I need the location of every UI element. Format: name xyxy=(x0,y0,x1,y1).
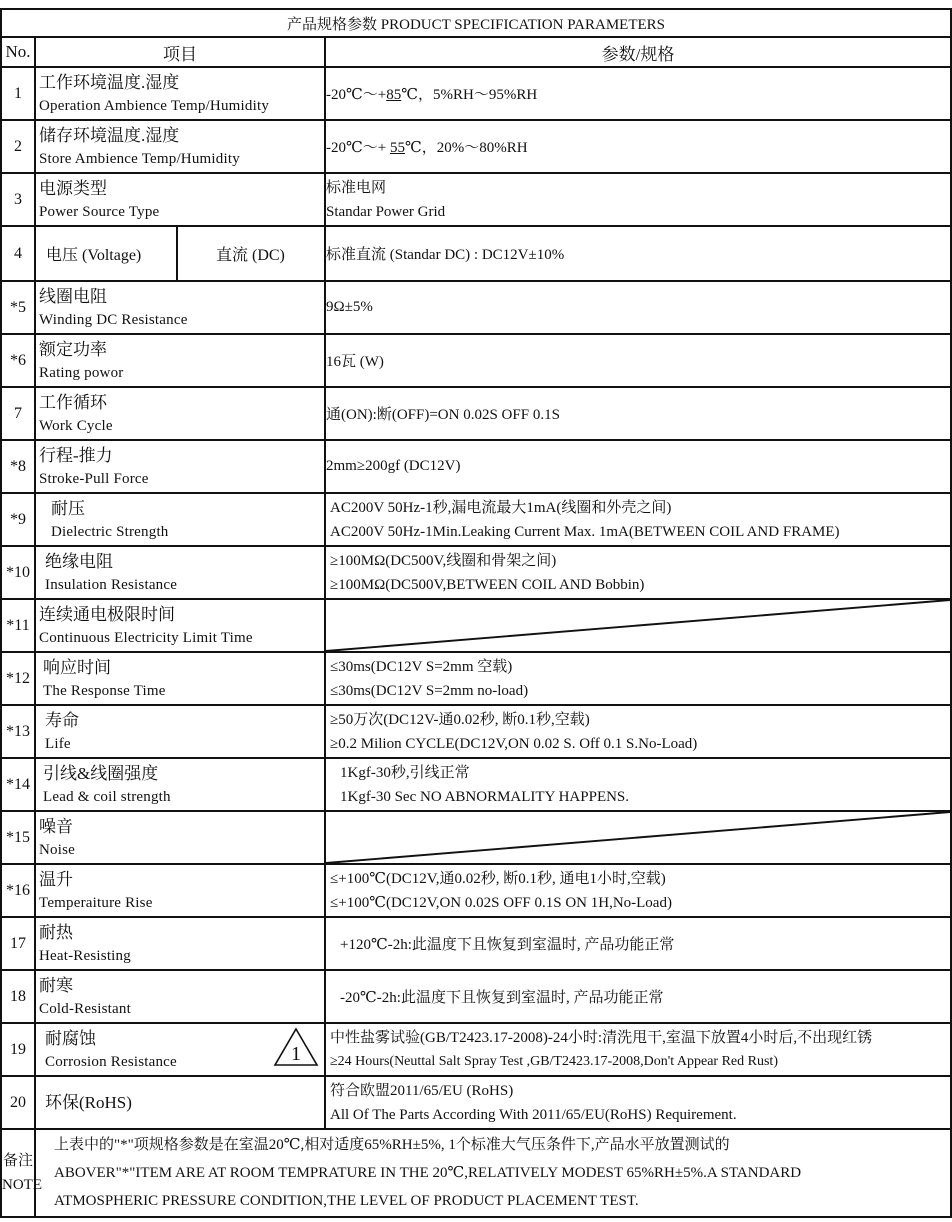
table-row xyxy=(1,705,951,758)
row-item xyxy=(35,599,325,652)
row-no: *9 xyxy=(1,493,35,546)
row-value xyxy=(325,120,951,173)
table-row xyxy=(1,970,951,1023)
row-item xyxy=(35,387,325,440)
row-no: *10 xyxy=(1,546,35,599)
row-no: *16 xyxy=(1,864,35,917)
value-line-1: AC200V 50Hz-1秒,漏电流最大1mA(线圈和外壳之间) xyxy=(330,499,672,516)
spec-sheet xyxy=(0,8,950,1218)
item-zh: 行程-推力 xyxy=(39,445,113,465)
header-item: 项目 xyxy=(35,37,325,67)
table-title: 产品规格参数 PRODUCT SPECIFICATION PARAMETERS xyxy=(1,9,951,37)
row-no: 17 xyxy=(1,917,35,970)
item-en: Operation Ambience Temp/Humidity xyxy=(39,97,270,114)
item-en: Lead & coil strength xyxy=(43,788,171,805)
table-row xyxy=(1,440,951,493)
spec-table xyxy=(0,8,952,1218)
item-en: Insulation Resistance xyxy=(45,576,178,593)
value-line-2: ≤30ms(DC12V S=2mm no-load) xyxy=(330,682,529,699)
table-row xyxy=(1,546,951,599)
note-label-zh: 备注 xyxy=(2,1153,33,1169)
item-zh: 储存环境温度.湿度 xyxy=(39,125,180,145)
note-label-en: NOTE xyxy=(2,1177,42,1193)
item-zh: 噪音 xyxy=(39,816,73,836)
table-row xyxy=(1,1023,951,1076)
row-no: 18 xyxy=(1,970,35,1023)
value-line-1: ≤30ms(DC12V S=2mm 空载) xyxy=(330,658,513,675)
note-text xyxy=(35,1129,951,1217)
row-no: *15 xyxy=(1,811,35,864)
header-param: 参数/规格 xyxy=(325,37,951,67)
row-value: 通(ON):断(OFF)=ON 0.02S OFF 0.1S xyxy=(325,387,951,440)
row-value: -20℃-2h:此温度下且恢复到室温时, 产品功能正常 xyxy=(325,970,951,1023)
row-no: 19 xyxy=(1,1023,35,1076)
row-value xyxy=(325,1023,951,1076)
item-en: Life xyxy=(45,735,71,752)
table-row xyxy=(1,1076,951,1129)
item-zh: 温升 xyxy=(39,869,73,889)
item-zh: 耐压 xyxy=(51,498,85,518)
row-item xyxy=(35,67,325,120)
value-line-2: All Of The Parts According With 2011/65/EU(RoHS) Requirement. xyxy=(330,1106,737,1123)
row-item xyxy=(35,440,325,493)
table-row xyxy=(1,599,951,652)
value-part: ℃，5%RH～95%RH xyxy=(401,87,538,103)
value-line-2: ≥0.2 Milion CYCLE(DC12V,ON 0.02 S. Off 0.1 S.No-Load) xyxy=(330,735,698,752)
row-no: 1 xyxy=(1,67,35,120)
note-line-1: 上表中的"*"项规格参数是在室温20℃,相对适度65%RH±5%, 1个标准大气压条件下,产品水平放置测试的 xyxy=(54,1137,730,1153)
item-en: Heat-Resisting xyxy=(39,947,131,964)
value-line-2: 1Kgf-30 Sec NO ABNORMALITY HAPPENS. xyxy=(340,788,630,805)
item-zh: 耐热 xyxy=(39,922,73,942)
row-no: 4 xyxy=(1,226,35,281)
header-no: No. xyxy=(1,37,35,67)
item-en: The Response Time xyxy=(43,682,166,699)
row-item xyxy=(35,811,325,864)
row-value xyxy=(325,493,951,546)
row-no: *12 xyxy=(1,652,35,705)
value-line-1: 1Kgf-30秒,引线正常 xyxy=(340,764,470,781)
table-row xyxy=(1,281,951,334)
row-no: *8 xyxy=(1,440,35,493)
row-item xyxy=(35,493,325,546)
value-line-2: Standar Power Grid xyxy=(326,203,446,220)
row-item xyxy=(35,970,325,1023)
item-zh: 工作环境温度.湿度 xyxy=(39,72,180,92)
item-en: Store Ambience Temp/Humidity xyxy=(39,150,240,167)
item-zh: 电源类型 xyxy=(39,178,107,198)
row-value: 9Ω±5% xyxy=(325,281,951,334)
row-no: *6 xyxy=(1,334,35,387)
item-en: Rating powor xyxy=(39,364,124,381)
note-label xyxy=(1,1129,42,1217)
item-en: Power Source Type xyxy=(39,203,160,220)
item-en: Continuous Electricity Limit Time xyxy=(39,629,253,646)
row-item xyxy=(35,281,325,334)
item-en: Stroke-Pull Force xyxy=(39,470,149,487)
value-line-2: ≥24 Hours(Neuttal Salt Spray Test ,GB/T2423.17-2008,Don't Appear Red Rust) xyxy=(330,1053,778,1069)
diagonal-slash xyxy=(326,812,950,863)
row-value: 16瓦 (W) xyxy=(325,334,951,387)
row-no: *13 xyxy=(1,705,35,758)
row-value-not-applicable xyxy=(325,811,951,864)
value-underlined: 55 xyxy=(390,140,405,156)
item-zh: 耐腐蚀 xyxy=(45,1028,96,1048)
row-value xyxy=(325,758,951,811)
value-line-1: 标准电网 xyxy=(326,179,387,196)
table-row xyxy=(1,811,951,864)
value-line-2: AC200V 50Hz-1Min.Leaking Current Max. 1mA(BETWEEN COIL AND FRAME) xyxy=(330,523,840,540)
table-row xyxy=(1,652,951,705)
row-item xyxy=(35,1023,325,1076)
table-row xyxy=(1,67,951,120)
note-line-2: ABOVER"*"ITEM ARE AT ROOM TEMPRATURE IN THE 20℃,RELATIVELY MODEST 65%RH±5%.A STANDARD xyxy=(54,1165,802,1181)
row-item xyxy=(35,173,325,226)
item-zh: 响应时间 xyxy=(43,657,111,677)
item-en: Dielectric Strength xyxy=(51,523,169,540)
item-zh: 环保(RoHS) xyxy=(45,1092,132,1112)
item-zh: 引线&线圈强度 xyxy=(43,763,159,783)
value-line-1: ≤+100℃(DC12V,通0.02秒, 断0.1秒, 通电1小时,空载) xyxy=(330,870,666,887)
value-part: ℃，20%～80%RH xyxy=(405,140,528,156)
value-line-1: ≥100MΩ(DC500V,线圈和骨架之间) xyxy=(330,552,557,569)
item-zh: 耐寒 xyxy=(39,975,73,995)
table-row xyxy=(1,120,951,173)
row-value: 2mm≥200gf (DC12V) xyxy=(325,440,951,493)
value-line-1: 中性盐雾试验(GB/T2423.17-2008)-24小时:清洗甩干,室温下放置4小时后,不出现红锈 xyxy=(330,1029,873,1046)
row-no: 3 xyxy=(1,173,35,226)
item-en: Temperaiture Rise xyxy=(39,894,153,911)
item-voltage: 电压 (Voltage) xyxy=(36,227,178,280)
item-en: Corrosion Resistance xyxy=(45,1053,177,1070)
row-value xyxy=(325,864,951,917)
value-line-2: ≥100MΩ(DC500V,BETWEEN COIL AND Bobbin) xyxy=(330,576,645,593)
row-value xyxy=(325,67,951,120)
row-no: 2 xyxy=(1,120,35,173)
table-row xyxy=(1,917,951,970)
note-line-3: ATMOSPHERIC PRESSURE CONDITION,THE LEVEL OF PRODUCT PLACEMENT TEST. xyxy=(54,1193,639,1209)
row-value-not-applicable xyxy=(325,599,951,652)
value-underlined: 85 xyxy=(386,87,402,103)
item-en: Winding DC Resistance xyxy=(39,311,188,328)
value-part: -20℃～+ xyxy=(326,87,387,103)
row-item xyxy=(35,705,325,758)
row-no: *14 xyxy=(1,758,35,811)
item-zh: 连续通电极限时间 xyxy=(39,604,175,624)
diagonal-slash xyxy=(326,600,950,651)
note-row xyxy=(1,1129,951,1217)
item-dc: 直流 (DC) xyxy=(216,247,285,264)
row-no: 7 xyxy=(1,387,35,440)
row-value xyxy=(325,705,951,758)
row-value xyxy=(325,1076,951,1129)
value-line-1: ≥50万次(DC12V-通0.02秒, 断0.1秒,空载) xyxy=(330,711,590,728)
row-no: *5 xyxy=(1,281,35,334)
revision-triangle-icon xyxy=(272,1026,320,1068)
item-en: Noise xyxy=(39,841,75,858)
value-part: -20℃～+ xyxy=(326,140,390,156)
item-zh: 工作循环 xyxy=(39,392,107,412)
item-zh: 绝缘电阻 xyxy=(45,551,113,571)
row-item xyxy=(35,1076,325,1129)
item-zh: 额定功率 xyxy=(39,339,107,359)
item-zh: 寿命 xyxy=(45,710,79,730)
row-value: +120℃-2h:此温度下且恢复到室温时, 产品功能正常 xyxy=(325,917,951,970)
value-line-1: 符合欧盟2011/65/EU (RoHS) xyxy=(330,1082,514,1099)
value-line-2: ≤+100℃(DC12V,ON 0.02S OFF 0.1S ON 1H,No-Load) xyxy=(330,894,672,911)
row-no: *11 xyxy=(1,599,35,652)
row-item xyxy=(35,226,325,281)
row-no: 20 xyxy=(1,1076,35,1129)
table-row xyxy=(1,334,951,387)
row-item xyxy=(35,864,325,917)
row-value xyxy=(325,173,951,226)
row-item xyxy=(35,917,325,970)
table-row xyxy=(1,387,951,440)
row-item xyxy=(35,546,325,599)
item-en: Cold-Resistant xyxy=(39,1000,131,1017)
table-row xyxy=(1,758,951,811)
table-row xyxy=(1,864,951,917)
row-item xyxy=(35,120,325,173)
table-row xyxy=(1,493,951,546)
row-value xyxy=(325,652,951,705)
revision-number: 1 xyxy=(291,1043,301,1065)
item-zh: 线圈电阻 xyxy=(39,286,107,306)
table-row xyxy=(1,173,951,226)
row-item xyxy=(35,652,325,705)
row-value xyxy=(325,546,951,599)
row-item xyxy=(35,334,325,387)
item-en: Work Cycle xyxy=(39,417,113,434)
table-row xyxy=(1,226,951,281)
row-value: 标准直流 (Standar DC) : DC12V±10% xyxy=(325,226,951,281)
row-item xyxy=(35,758,325,811)
